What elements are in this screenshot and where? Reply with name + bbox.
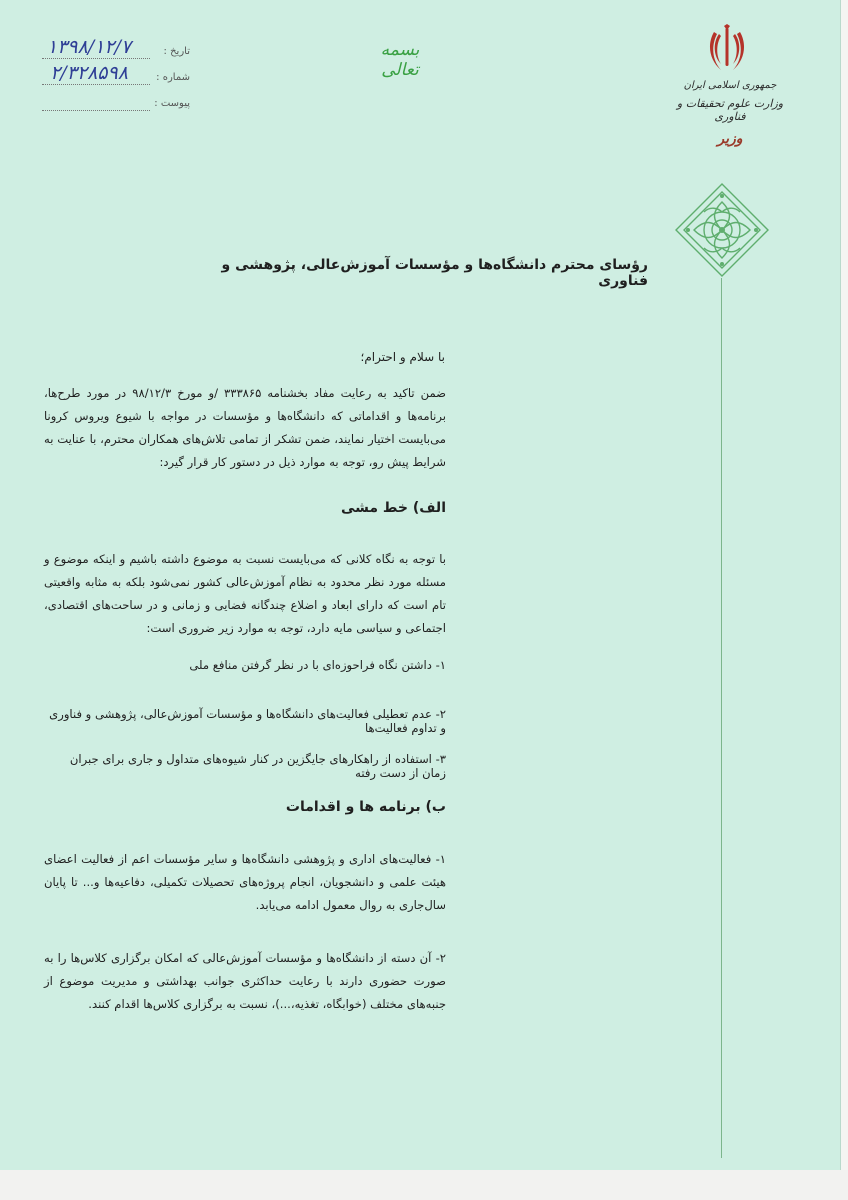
section-b-item: ۱- فعالیت‌های اداری و پژوهشی دانشگاه‌ها و سایر مؤسسات اعم از فعالیت اعضای هیئت علمی و دانشجویان، انجام پروژه‌های تحصیلات تکمیلی، دفاعیه‌ها و... تا پایان سال‌جاری به روال معمول ادامه می‌یابد.: [44, 852, 446, 912]
ministry-name: وزارت علوم تحقیقات و فناوری: [676, 97, 784, 123]
section-b-title: ب) برنامه ها و اقدامات: [285, 799, 446, 815]
date-line: [42, 58, 150, 59]
number-line: [42, 84, 150, 85]
minister-title: وزیر: [717, 131, 743, 147]
section-a-item: ۳- استفاده از راهکارهای جایگزین در کنار شیوه‌های متداول و جاری برای جبران زمان از دست رفته: [69, 752, 446, 780]
bismillah-heading: بسمه تعالی: [380, 40, 420, 80]
iran-emblem-icon: [708, 24, 746, 74]
letter-meta: [30, 38, 190, 116]
attachment-label: پیوست :: [154, 98, 190, 109]
intro-paragraph: ضمن تاکید به رعایت مفاد بخشنامه ۳۳۳۸۶۵ /و مورخ ۹۸/۱۲/۳ در مورد طرح‌ها، برنامه‌ها و اقداماتی که دانشگاه‌ها و مؤسسات در مواجه با شیوع ویروس کرونا می‌بایست اختیار نمایند، ضمن تشکر از تمامی تلاش‌های همکاران محترم، با عنایت به شرایط پیش رو، توجه به موارد ذیل در دستور کار قرار گیرد:: [44, 386, 446, 469]
letter-addressee: رؤسای محترم دانشگاه‌ها و مؤسسات آموزش‌عالی، پژوهشی و فناوری: [221, 257, 648, 289]
decorative-ornament-icon: [674, 182, 770, 278]
section-a-item: ۱- داشتن نگاه فراحوزه‌ای با در نظر گرفتن منافع ملی: [189, 658, 446, 672]
scan-margin: [0, 1170, 848, 1200]
number-row: [30, 64, 190, 90]
attachment-row: [30, 90, 190, 116]
country-name: جمهوری اسلامی ایران: [683, 80, 777, 91]
letter-greeting: با سلام و احترام؛: [360, 350, 445, 364]
date-label: تاریخ :: [163, 46, 190, 57]
date-value: ۱۳۹۸/۱۲/۷: [46, 36, 132, 58]
section-a-title: الف) خط مشی: [340, 500, 446, 516]
date-row: [30, 38, 190, 64]
margin-rule: [721, 278, 722, 1158]
attachment-line: [42, 110, 150, 111]
organization-header: [660, 80, 800, 147]
number-value: ۲/۳۲۸۵۹۸: [50, 62, 128, 84]
section-a-item: ۲- عدم تعطیلی فعالیت‌های دانشگاه‌ها و مؤسسات آموزش‌عالی، پژوهشی و فناوری و تداوم فعالیت‌ها: [49, 707, 446, 735]
number-label: شماره :: [156, 72, 190, 83]
section-a-paragraph: با توجه به نگاه کلانی که می‌بایست نسبت به موضوع داشته باشیم و اینکه موضوع و مسئله مورد نظر محدود به نظام آموزش‌عالی کشور نمی‌شود بلکه به مثابه واقعیتی تام است که دارای ابعاد و اضلاع چندگانه فضایی و زمانی و در ساحت‌های اقتصادی، اجتماعی و سیاسی مایه دارد، توجه به موارد زیر ضروری است:: [44, 552, 446, 635]
section-b-item: ۲- آن دسته از دانشگاه‌ها و مؤسسات آموزش‌عالی که امکان برگزاری کلاس‌ها را به صورت حضوری دارند با رعایت حداکثری جوانب بهداشتی و مدیریت موضوع از جنبه‌های مختلف (خوابگاه، تغذیه،...)، نسبت به برگزاری کلاس‌ها اقدام کنند.: [44, 951, 446, 1011]
